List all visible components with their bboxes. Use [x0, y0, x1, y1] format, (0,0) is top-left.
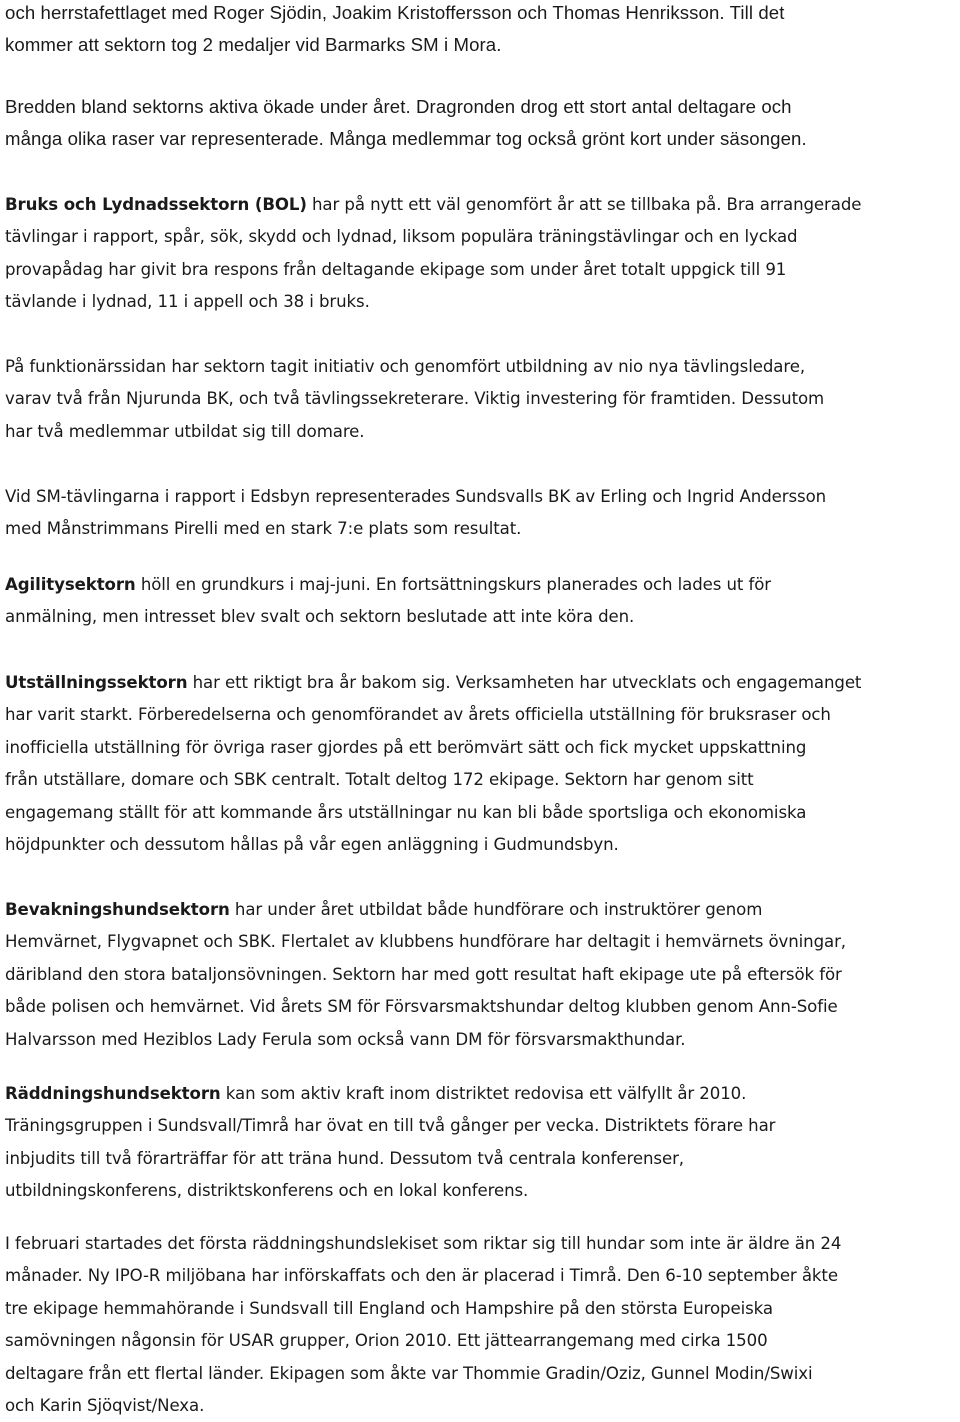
text-line: och herrstafettlaget med Roger Sjödin, Joakim Kristoffersson och Thomas Henriksson. Till det — [5, 2, 785, 23]
text-line: inofficiella utställning för övriga raser gjordes på ett berömvärt sätt och fick mycket uppskattning — [5, 737, 807, 757]
text-line: tävlande i lydnad, 11 i appell och 38 i bruks. — [5, 292, 370, 312]
text-line: många olika raser var representerade. Många medlemmar tog också grönt kort under säsongen. — [5, 128, 807, 149]
section-heading-utstallning: Utställningssektorn — [5, 673, 188, 692]
text-line: tre ekipage hemmahörande i Sundsvall till England och Hampshire på den största Europeiska — [5, 1298, 773, 1318]
paragraph-februari — [5, 1228, 841, 1422]
paragraph-sm-tavlingarna — [5, 481, 826, 546]
text-line: månader. Ny IPO-R miljöbana har införskaffats och den är placerad i Timrå. Den 6-10 september åkte — [5, 1266, 838, 1286]
text-line: har varit starkt. Förberedelserna och genomförandet av årets officiella utställning för bruksraser och — [5, 705, 831, 725]
paragraph-agility — [5, 569, 771, 634]
text-line: Bredden bland sektorns aktiva ökade under året. Dragronden drog ett stort antal deltagare och — [5, 96, 792, 117]
text-line: har ett riktigt bra år bakom sig. Verksamheten har utvecklats och engagemanget — [187, 673, 862, 692]
text-line: På funktionärssidan har sektorn tagit initiativ och genomfört utbildning av nio nya tävlingsledare, — [5, 357, 805, 376]
text-line: höll en grundkurs i maj-juni. En fortsättningskurs planerades och lades ut för — [135, 575, 771, 594]
text-line: har under året utbildat både hundförare och instruktörer genom — [229, 900, 763, 919]
paragraph-bevakning — [5, 894, 846, 1056]
text-line: tävlingar i rapport, spår, sök, skydd och lydnad, liksom populära träningstävlingar och en lyckad — [5, 227, 798, 247]
text-line: Hemvärnet, Flygvapnet och SBK. Flertalet av klubbens hundförare har deltagit i hemvärnets övningar, — [5, 932, 846, 952]
text-line: provapådag har givit bra respons från deltagande ekipage som under året totalt uppgick till 91 — [5, 259, 787, 279]
text-line: anmälning, men intresset blev svalt och sektorn beslutade att inte köra den. — [5, 607, 635, 627]
text-line: engagemang ställt för att kommande års utställningar nu kan bli både sportsliga och ekonomiska — [5, 802, 807, 822]
text-line: varav två från Njurunda BK, och två tävlingssekreterare. Viktig investering för framtiden. Dessutom — [5, 389, 825, 409]
text-line: samövningen någonsin för USAR grupper, Orion 2010. Ett jättearrangemang med cirka 1500 — [5, 1331, 768, 1351]
text-line: kommer att sektorn tog 2 medaljer vid Barmarks SM i Mora. — [5, 34, 502, 55]
section-heading-bol: Bruks och Lydnadssektorn (BOL) — [5, 195, 307, 214]
section-heading-bevakning: Bevakningshundsektorn — [5, 900, 230, 919]
section-heading-agility: Agilitysektorn — [5, 575, 136, 594]
text-line: deltagare från ett flertal länder. Ekipagen som åkte var Thommie Gradin/Oziz, Gunnel Modin/Swixi — [5, 1363, 813, 1383]
text-line: Halvarsson med Heziblos Lady Ferula som också vann DM för försvarsmakthundar. — [5, 1029, 686, 1049]
text-line: Träningsgruppen i Sundsvall/Timrå har övat en till två gånger per vecka. Distriktets förare har — [5, 1116, 776, 1136]
section-heading-raddning: Räddningshundsektorn — [5, 1084, 221, 1103]
paragraph-bredden — [5, 91, 807, 155]
text-line: från utställare, domare och SBK centralt. Totalt deltog 172 ekipage. Sektorn har genom sitt — [5, 770, 754, 790]
text-line: har på nytt ett väl genomfört år att se tillbaka på. Bra arrangerade — [306, 195, 862, 214]
text-line: med Månstrimmans Pirelli med en stark 7:e plats som resultat. — [5, 519, 522, 539]
paragraph-raddning — [5, 1078, 775, 1208]
paragraph-bol — [5, 189, 861, 319]
text-line: och Karin Sjöqvist/Nexa. — [5, 1396, 205, 1416]
text-line: kan som aktiv kraft inom distriktet redovisa ett välfyllt år 2010. — [220, 1084, 747, 1103]
paragraph-herrstafett — [5, 0, 784, 61]
text-line: har två medlemmar utbildat sig till domare. — [5, 421, 365, 441]
text-line: höjdpunkter och dessutom hållas på vår egen anläggning i Gudmundsbyn. — [5, 835, 619, 855]
text-line: däribland den stora bataljonsövningen. Sektorn har med gott resultat haft ekipage ute på eftersök för — [5, 964, 842, 984]
paragraph-utstallning — [5, 667, 861, 861]
text-line: I februari startades det första räddningshundslekiset som riktar sig till hundar som inte är äldre än 24 — [5, 1234, 842, 1253]
paragraph-funktionarer — [5, 351, 824, 448]
text-line: inbjudits till två förarträffar för att träna hund. Dessutom två centrala konferenser, — [5, 1148, 684, 1168]
text-line: både polisen och hemvärnet. Vid årets SM för Försvarsmaktshundar deltog klubben genom Ann-Sofie — [5, 997, 838, 1017]
text-line: utbildningskonferens, distriktskonferens och en lokal konferens. — [5, 1181, 529, 1201]
text-line: Vid SM-tävlingarna i rapport i Edsbyn representerades Sundsvalls BK av Erling och Ingrid Andersson — [5, 487, 827, 506]
